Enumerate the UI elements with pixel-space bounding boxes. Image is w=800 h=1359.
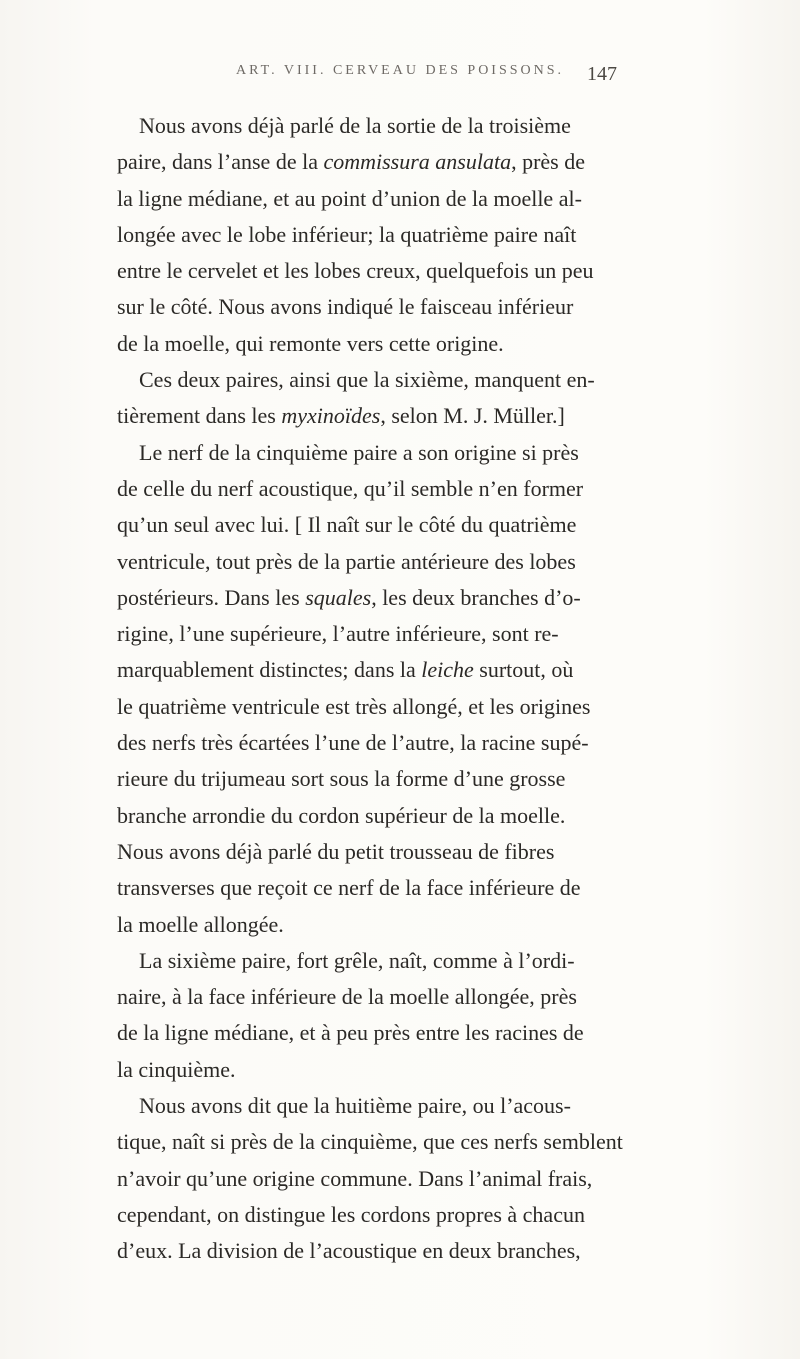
italic-term: squales [305,584,372,610]
paragraph-3 [117,943,682,1088]
text-line: Le nerf de la cinquième paire a son origine si près [139,439,579,465]
italic-term: commissura ansulata [323,149,512,175]
text-line: La sixième paire, fort grêle, naît, comme à l’ordi- [139,947,575,973]
body-text [117,108,682,1270]
text-line: branche arrondie du cordon supérieur de la moelle. [117,802,566,828]
text-line: de la moelle, qui remonte vers cette origine. [117,330,504,356]
text-line: transverses que reçoit ce nerf de la face inférieure de [117,875,581,901]
text-line: naire, à la face inférieure de la moelle allongée, près [117,984,577,1010]
italic-term: myxinoïdes [281,403,381,429]
text-line: rieure du trijumeau sort sous la forme d’une grosse [117,766,566,792]
text-line: tique, naît si près de la cinquième, que ces nerfs semblent [117,1129,623,1155]
text-line: qu’un seul avec lui. [ Il naît sur le côté du quatrième [117,512,577,538]
text-line: postérieurs. Dans les squales, les deux branches d’o- [117,584,581,610]
text-line: la ligne médiane, et au point d’union de la moelle al- [117,185,582,211]
text-line: d’eux. La division de l’acoustique en deux branches, [117,1238,581,1264]
paragraph-2 [117,362,682,943]
text-line: de celle du nerf acoustique, qu’il semble n’en former [117,475,584,501]
paragraph-1 [117,108,682,362]
text-line: Nous avons déjà parlé du petit trousseau de fibres [117,838,555,864]
text-line: le quatrième ventricule est très allongé, et les origines [117,693,591,719]
italic-term: leiche [421,657,474,683]
text-line: rigine, l’une supérieure, l’autre inférieure, sont re- [117,621,559,647]
text-line: la cinquième. [117,1056,236,1082]
text-line: de la ligne médiane, et à peu près entre les racines de [117,1020,584,1046]
text-line: sur le côté. Nous avons indiqué le faisceau inférieur [117,294,574,320]
text-line: Ces deux paires, ainsi que la sixième, manquent en- [139,367,595,393]
running-title: ART. VIII. CERVEAU DES POISSONS. [236,63,565,78]
text-line: entre le cervelet et les lobes creux, quelquefois un peu [117,258,594,284]
text-line: Nous avons dit que la huitième paire, ou l’acous- [139,1093,571,1119]
paragraph-4 [117,1088,682,1269]
page-number: 147 [587,63,617,85]
text-line: marquablement distinctes; dans la leiche surtout, où [117,657,574,683]
text-line: Nous avons déjà parlé de la sortie de la troisième [139,113,571,138]
text-line: ventricule, tout près de la partie antérieure des lobes [117,548,576,574]
text-line: des nerfs très écartées l’une de l’autre, la racine supé- [117,730,589,756]
text-line: longée avec le lobe inférieur; la quatrième paire naît [117,221,577,247]
text-line: tièrement dans les myxinoïdes, selon M. J. Müller.] [117,403,565,429]
text-line: paire, dans l’anse de la commissura ansulata, près de [117,149,586,175]
text-line: la moelle allongée. [117,911,284,937]
text-line: n’avoir qu’une origine commune. Dans l’animal frais, [117,1165,593,1191]
text-line: cependant, on distingue les cordons propres à chacun [117,1201,585,1227]
